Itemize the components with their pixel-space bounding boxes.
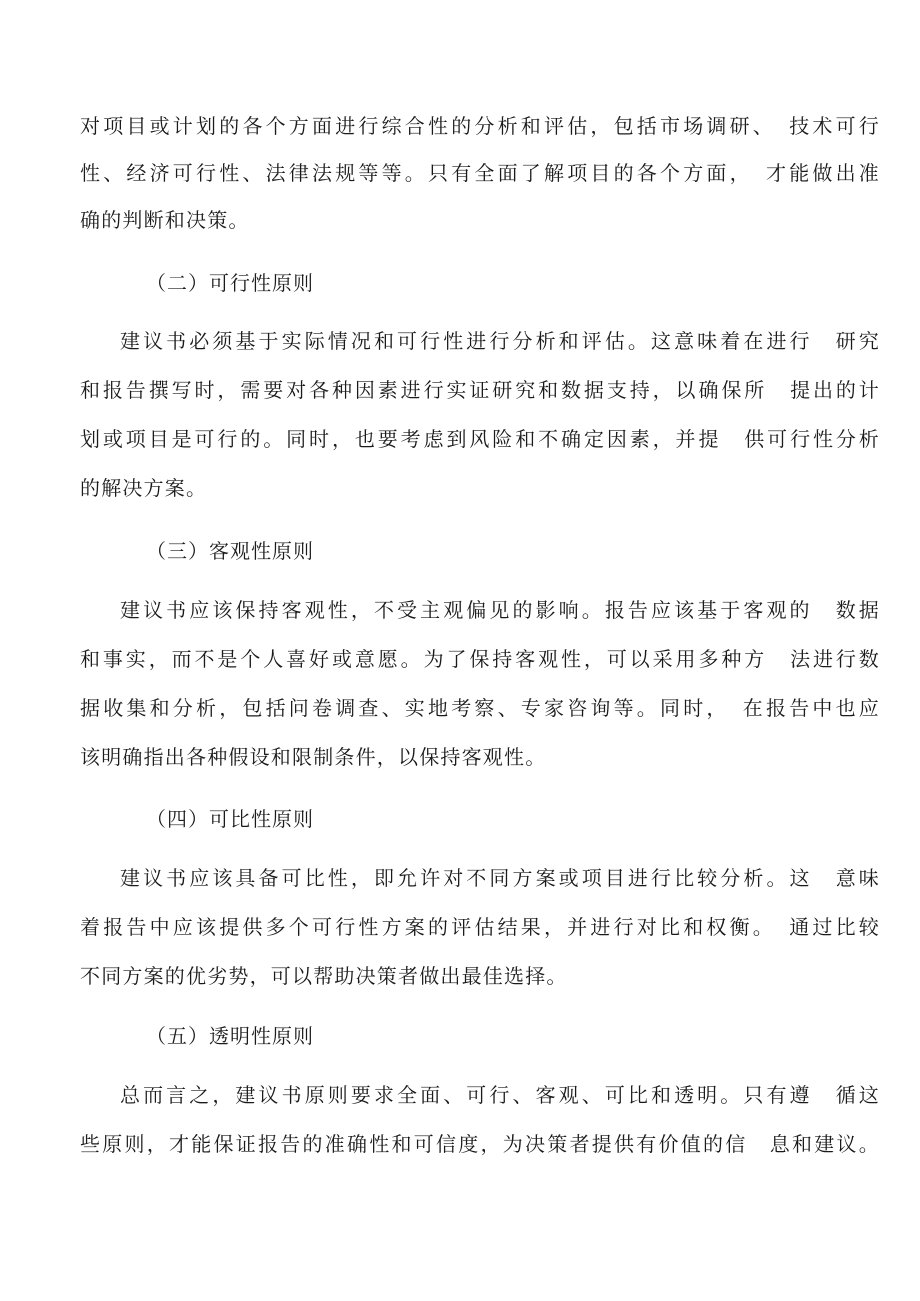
paragraph-line: 建议书应该具备可比性，即允许对不同方案或项目进行比较分析。这 意味	[120, 866, 880, 890]
section-heading: （三）客观性原则	[146, 539, 314, 563]
paragraph-line: 的解决方案。	[80, 476, 208, 500]
section-heading: （四）可比性原则	[146, 807, 314, 831]
paragraph-line: 建议书必须基于实际情况和可行性进行分析和评估。这意味着在进行 研究	[120, 329, 880, 353]
paragraph-line: 和报告撰写时，需要对各种因素进行实证研究和数据支持，以确保所 提出的计	[80, 378, 880, 402]
paragraph-line: 和事实，而不是个人喜好或意愿。为了保持客观性，可以采用多种方 法进行数	[80, 647, 880, 671]
paragraph-line: 建议书应该保持客观性，不受主观偏见的影响。报告应该基于客观的 数据	[120, 598, 880, 622]
paragraph-line: 不同方案的优劣势，可以帮助决策者做出最佳选择。	[80, 964, 568, 988]
paragraph-line: 性、经济可行性、法律法规等等。只有全面了解项目的各个方面， 才能做出准	[80, 161, 880, 185]
paragraph-line: 些原则，才能保证报告的准确性和可信度，为决策者提供有价值的信 息和建议。	[80, 1132, 880, 1156]
paragraph-line: 确的判断和决策。	[80, 208, 250, 232]
paragraph-line: 着报告中应该提供多个可行性方案的评估结果，并进行对比和权衡。 通过比较	[80, 915, 880, 939]
section-heading: （五）透明性原则	[146, 1024, 314, 1048]
section-heading: （二）可行性原则	[146, 271, 314, 295]
paragraph-line: 对项目或计划的各个方面进行综合性的分析和评估，包括市场调研、 技术可行	[80, 114, 880, 138]
paragraph-line: 划或项目是可行的。同时，也要考虑到风险和不确定因素，并提 供可行性分析	[80, 427, 880, 451]
paragraph-line: 该明确指出各种假设和限制条件，以保持客观性。	[80, 745, 547, 769]
paragraph-line: 总而言之，建议书原则要求全面、可行、客观、可比和透明。只有遵 循这	[120, 1083, 880, 1107]
paragraph-line: 据收集和分析，包括问卷调查、实地考察、专家咨询等。同时， 在报告中也应	[80, 696, 880, 720]
